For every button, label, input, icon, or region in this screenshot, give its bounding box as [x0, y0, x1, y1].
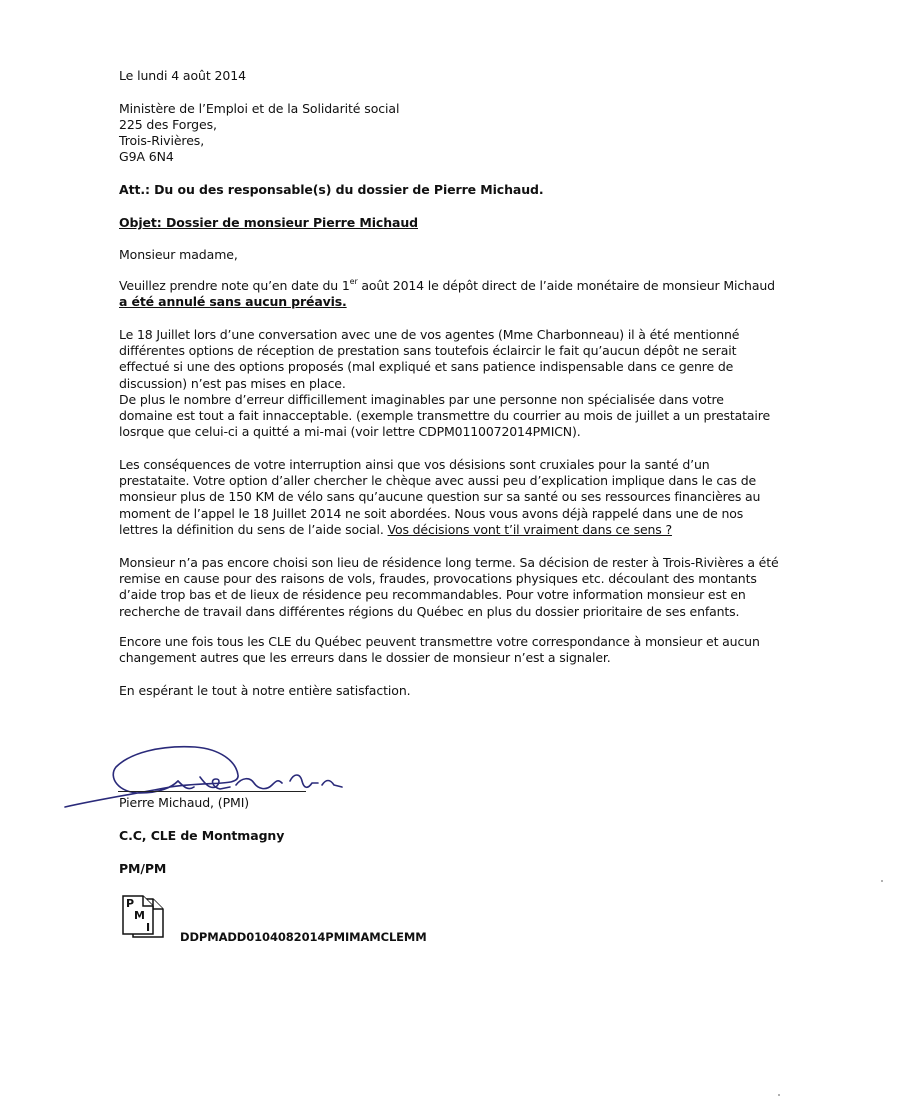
pmi-logo [121, 895, 167, 939]
paragraph-2: Le 18 Juillet lors d’une conversation avec une de vos agentes (Mme Charbonneau) il à été mentionné différentes options de réception de prestation sans toutefois éclaircir le fait qu’aucun dépôt ne serait effectué si une des options proposés (mal expliqué et sans patience indispensable dans ce genre de discussion) n’est pas mises en place. [119, 327, 740, 391]
logo-letter: M [134, 909, 145, 922]
cc-line: C.C, CLE de Montmagny [119, 828, 285, 843]
salutation: Monsieur madame, [119, 247, 238, 262]
subject-line: Objet: Dossier de monsieur Pierre Michaud [119, 215, 418, 230]
logo-letter: P [126, 897, 135, 910]
paragraph-1 [119, 278, 779, 310]
reference-code: DDPMADD0104082014PMIMAMCLEMM [180, 930, 427, 944]
initials-line: PM/PM [119, 861, 167, 876]
recipient-line: 225 des Forges, [119, 117, 217, 132]
recipient-line: G9A 6N4 [119, 149, 174, 164]
emphasis-text: a été annulé sans aucun préavis. [119, 294, 347, 310]
logo-letter: I [146, 921, 151, 934]
paragraph-4 [119, 457, 779, 538]
letter-date: Le lundi 4 août 2014 [119, 68, 246, 83]
signatory-name: Pierre Michaud, (PMI) [119, 795, 250, 810]
recipient-line: Trois-Rivières, [119, 133, 205, 148]
paragraph-3: De plus le nombre d’erreur difficillement imaginables par une personne non spécialisée dans votre domaine est tout a fait innacceptable. (exemple transmettre du courrier au mois de juillet a un prestataire losrque que celui-ci a quitté a mi-mai (voir lettre CDPM0110072014PMICN). [119, 392, 771, 440]
underlined-question: Vos décisions vont t’il vraiment dans ce sens ? [387, 521, 672, 537]
signature-line [118, 791, 306, 792]
paragraph-5: Monsieur n’a pas encore choisi son lieu de résidence long terme. Sa décision de rester à Trois-Rivières a été remise en cause pour des raisons de vols, fraudes, provocations physiques etc. découlant des montants d’aide trop bas et de lieux de résidence peu recommandables. Pour votre information monsieur est en recherche de travail dans différentes régions du Québec en plus du dossier prioritaire de ses enfants. [119, 555, 779, 619]
closing-line: En espérant le tout à notre entière satisfaction. [119, 683, 411, 698]
scan-speck [778, 1094, 780, 1096]
scan-speck [881, 880, 883, 882]
attention-line: Att.: Du ou des responsable(s) du dossier de Pierre Michaud. [119, 182, 544, 197]
recipient-line: Ministère de l’Emploi et de la Solidarité social [119, 101, 400, 116]
superscript: er [349, 277, 358, 286]
paragraph-text: Veuillez prendre note qu’en date du 1 [119, 278, 350, 293]
paragraph-6: Encore une fois tous les CLE du Québec peuvent transmettre votre correspondance à monsieur et aucun changement autres que les erreurs dans le dossier de monsieur n’est a signaler. [119, 634, 760, 666]
paragraph-text: Les conséquences de votre interruption ainsi que vos désisions sont cruxiales pour la santé d’un prestataite. Votre option d’aller chercher le chèque avec aussi peu d’explication implique dans le cas de monsieur plus de 150 KM de vélo sans qu’aucune question sur sa santé ou ses ressources financières au moment de l’appel le 18 Juillet 2014 ne soit abordées. Nous vous avons déjà rappelé dans une de nos lettres la définition du sens de l’aide social. [119, 457, 761, 537]
paragraph-text: août 2014 le dépôt direct de l’aide monétaire de monsieur Michaud [357, 278, 775, 293]
